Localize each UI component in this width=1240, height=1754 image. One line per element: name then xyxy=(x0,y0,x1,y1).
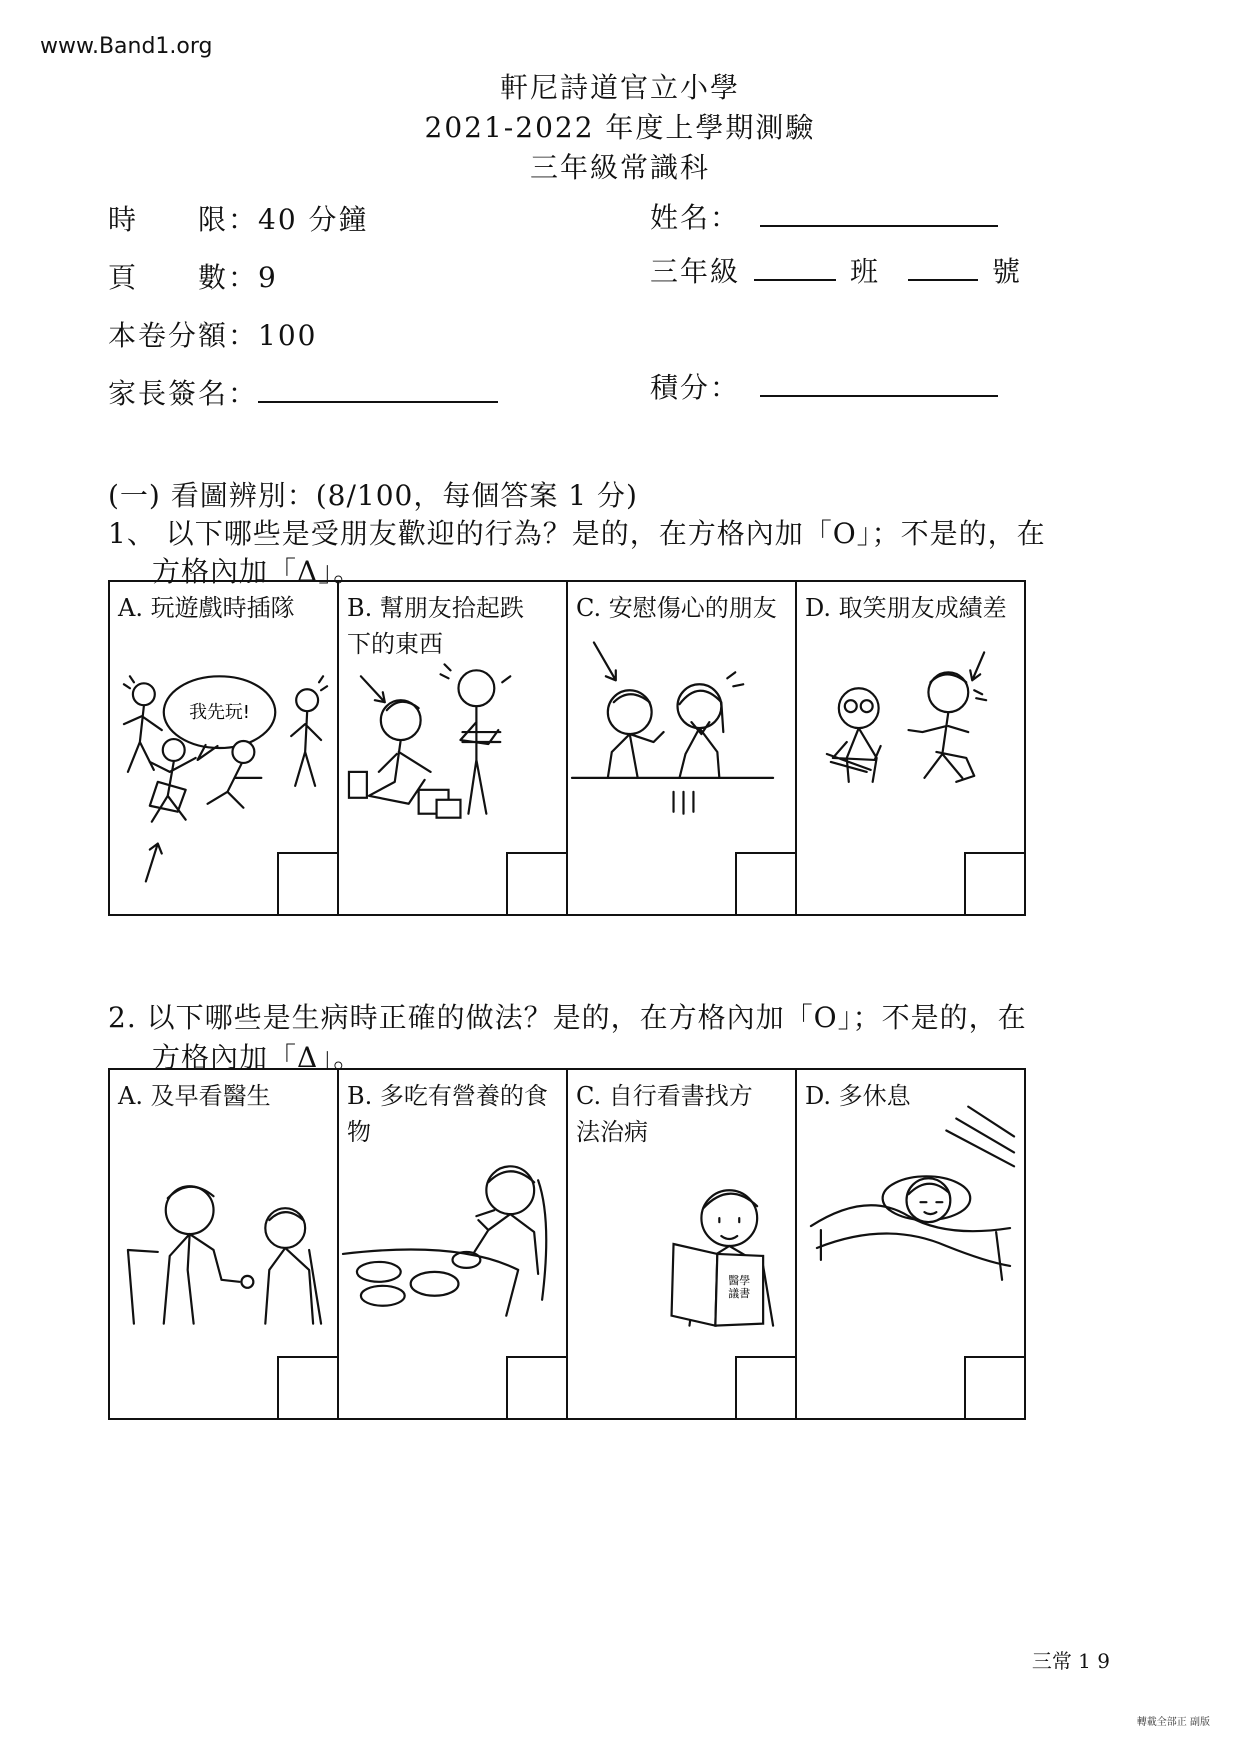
school-name: 軒尼詩道官立小學 xyxy=(499,71,740,104)
q1-cell-c-answer-box[interactable] xyxy=(735,852,795,914)
q1-cell-d-answer-box[interactable] xyxy=(964,852,1024,914)
total-marks: 本卷分額：100 xyxy=(108,319,318,352)
q1-cell-c xyxy=(568,582,797,914)
question-1-text-cont: 方格內加「Δ」。 xyxy=(152,555,363,588)
class-grade-label: 三年級 xyxy=(650,255,741,288)
question-2-grid xyxy=(108,1068,1026,1420)
q2-cell-d-label: D. 多休息 xyxy=(805,1082,911,1110)
q1-cell-a-label: A. 玩遊戲時插隊 xyxy=(118,594,295,622)
q1-cell-a xyxy=(110,582,339,914)
q2-cell-c-answer-box[interactable] xyxy=(735,1356,795,1418)
score-field xyxy=(650,366,998,406)
parent-signature xyxy=(108,372,498,412)
question-2-text: 2. 以下哪些是生病時正確的做法？是的，在方格內加「O」；不是的，在 xyxy=(108,1001,1027,1034)
section-title: (一) 看圖辨別：(8/100，每個答案 1 分) xyxy=(108,479,638,512)
q2-cell-a xyxy=(110,1070,339,1418)
q2-cell-a-answer-box[interactable] xyxy=(277,1356,337,1418)
q1-cell-d-label: D. 取笑朋友成績差 xyxy=(805,594,1007,622)
q1-cell-b-answer-box[interactable] xyxy=(506,852,566,914)
q2-cell-c-label: C. 自行看書找方 法治病 xyxy=(576,1082,753,1146)
q1-cell-a-answer-box[interactable] xyxy=(277,852,337,914)
question-1-grid xyxy=(108,580,1026,916)
question-2-text-cont: 方格內加「Δ」。 xyxy=(152,1041,363,1074)
name-line[interactable] xyxy=(760,201,998,227)
name-label: 姓名： xyxy=(650,201,741,234)
q1-cell-b-label: B. 幫朋友拾起跌 下的東西 xyxy=(347,594,524,658)
speech-bubble-text: 我先玩! xyxy=(189,702,250,724)
q2-cell-d xyxy=(797,1070,1024,1418)
q2-cell-c xyxy=(568,1070,797,1418)
class-ban-label: 班 xyxy=(850,255,881,288)
q1-cell-c-label: C. 安慰傷心的朋友 xyxy=(576,594,777,622)
exam-title: 2021-2022 年度上學期測驗 xyxy=(424,111,816,144)
q1-cell-b xyxy=(339,582,568,914)
number-line[interactable] xyxy=(908,255,978,281)
question-1-text: 1、 以下哪些是受朋友歡迎的行為？是的，在方格內加「O」；不是的，在 xyxy=(108,517,1046,550)
name-field xyxy=(650,196,998,236)
q2-cell-a-label: A. 及早看醫生 xyxy=(118,1082,271,1110)
page-count: 頁 數：9 xyxy=(108,261,278,294)
q2-cell-b xyxy=(339,1070,568,1418)
q2-cell-b-label: B. 多吃有營養的食 物 xyxy=(347,1082,548,1146)
parent-signature-label: 家長簽名： xyxy=(108,377,259,410)
parent-signature-line[interactable] xyxy=(258,377,498,403)
page-number: 三常 1 9 xyxy=(1031,1649,1110,1673)
score-label: 積分： xyxy=(650,371,741,404)
class-line[interactable] xyxy=(754,255,836,281)
book-title: 醫學議書 xyxy=(728,1273,751,1300)
time-limit: 時 限：40 分鐘 xyxy=(108,203,369,236)
q2-cell-b-answer-box[interactable] xyxy=(506,1356,566,1418)
class-no-label: 號 xyxy=(992,255,1023,288)
class-field xyxy=(650,250,1022,290)
footer-note: 轉載全部正 副版 xyxy=(1136,1717,1210,1728)
subject-title: 三年級常識科 xyxy=(529,151,710,184)
site-watermark: www.Band1.org xyxy=(40,34,213,59)
score-line[interactable] xyxy=(760,371,998,397)
q2-cell-d-answer-box[interactable] xyxy=(964,1356,1024,1418)
q1-cell-d xyxy=(797,582,1024,914)
